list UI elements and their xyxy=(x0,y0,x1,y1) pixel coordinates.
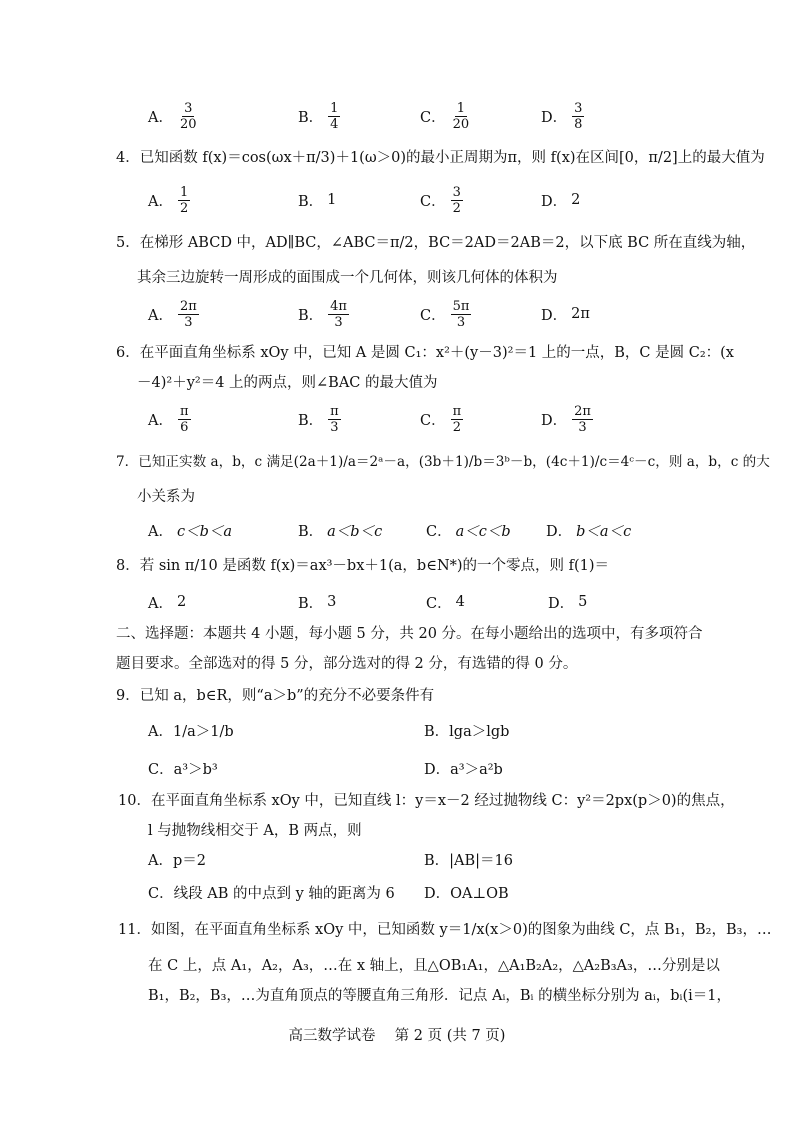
q5-options xyxy=(148,296,708,332)
q6-stem-line2: －4)²＋y²＝4 上的两点，则∠BAC 的最大值为 xyxy=(137,375,438,391)
q7-stem-line1: 7．已知正实数 a，b，c 满足(2a＋1)/a＝2ᵃ－a，(3b＋1)/b＝3ᵇ－b，(4c＋1)/c＝4ᶜ－c，则 a，b，c 的大 xyxy=(116,454,770,470)
q3-options xyxy=(148,98,708,134)
q5-option-b: B． $\frac{4\pi}{3}$ xyxy=(298,298,347,330)
q6-stem-line1: 6．在平面直角坐标系 xOy 中，已知 A 是圆 C₁：x²＋(y－3)²＝1 上的一点，B，C 是圆 C₂：(x xyxy=(116,345,734,361)
q7-stem-line2: 小关系为 xyxy=(137,489,195,505)
q3-option-c: C． $\frac{1}{20}$ xyxy=(420,100,470,132)
q6-option-d: D． $\frac{2\pi}{3}$ xyxy=(541,403,591,435)
q10-stem-line2: l 与抛物线相交于 A，B 两点，则 xyxy=(148,823,362,839)
q4-option-b: B． 1 xyxy=(298,192,337,210)
q11-stem-line2: 在 C 上，点 A₁，A₂，A₃，…在 x 轴上，且△OB₁A₁，△A₁B₂A₂，△A₂B₃A₃，…分别是以 xyxy=(148,958,720,974)
q10-option-a: A．p＝2 xyxy=(148,853,206,869)
q4-stem: 4．已知函数 f(x)＝cos(ωx＋π/3)＋1(ω＞0)的最小正周期为π，则 f(x)在区间[0，π/2]上的最大值为 xyxy=(116,150,765,166)
q10-option-b: B．|AB|＝16 xyxy=(424,853,514,869)
q8-stem: 8．若 sin π/10 是函数 f(x)＝ax³－bx＋1(a，b∈N*)的一个零点，则 f(1)＝ xyxy=(116,558,610,574)
q4-option-c: C． $\frac{3}{2}$ xyxy=(420,184,461,216)
q4-options xyxy=(148,182,708,218)
q8-option-b: B． 3 xyxy=(298,594,337,612)
q6-option-b: B． $\frac{\pi}{3}$ xyxy=(298,403,339,435)
q5-option-d: D． 2π xyxy=(541,306,590,324)
q7-option-c: C． a＜c＜b xyxy=(426,523,511,540)
q6-option-c: C． $\frac{\pi}{2}$ xyxy=(420,403,462,435)
section2-heading-line2: 题目要求。全部选对的得 5 分，部分选对的得 2 分，有选错的得 0 分。 xyxy=(116,656,578,672)
q8-option-d: D． 5 xyxy=(548,594,588,612)
q7-options xyxy=(148,512,708,548)
q7-option-b: B． a＜b＜c xyxy=(298,523,383,540)
q5-option-c: C． $\frac{5\pi}{3}$ xyxy=(420,298,470,330)
q8-option-c: C． 4 xyxy=(426,594,465,612)
q8-option-a: A． 2 xyxy=(148,594,187,612)
q9-option-b: B．lga＞lgb xyxy=(424,724,510,740)
q10-option-d: D．OA⊥OB xyxy=(424,886,509,902)
q9-option-d: D．a³＞a²b xyxy=(424,762,503,778)
q5-stem-line1: 5．在梯形 ABCD 中，AD∥BC，∠ABC＝π/2，BC＝2AD＝2AB＝2，以下底 BC 所在直线为轴， xyxy=(116,235,756,251)
section2-heading-line1: 二、选择题：本题共 4 小题，每小题 5 分，共 20 分。在每小题给出的选项中，有多项符合 xyxy=(116,626,703,642)
q11-stem-line3: B₁，B₂，B₃，…为直角顶点的等腰直角三角形．记点 Aᵢ，Bᵢ 的横坐标分别为 aᵢ，bᵢ(i＝1， xyxy=(148,988,731,1004)
q9-stem: 9．已知 a，b∈R，则“a＞b”的充分不必要条件有 xyxy=(116,688,435,704)
q5-option-a: A． $\frac{2\pi}{3}$ xyxy=(148,298,197,330)
q7-option-a: A． c＜b＜a xyxy=(148,523,233,540)
q9-option-c: C．a³＞b³ xyxy=(148,762,218,778)
q4-option-d: D． 2 xyxy=(541,192,581,210)
q3-option-d: D． $\frac{3}{8}$ xyxy=(541,100,583,132)
q10-stem-line1: 10．在平面直角坐标系 xOy 中，已知直线 l：y＝x－2 经过抛物线 C：y²＝2px(p＞0)的焦点， xyxy=(118,793,735,809)
q11-stem-line1: 11．如图，在平面直角坐标系 xOy 中，已知函数 y＝1/x(x＞0)的图象为曲线 C，点 B₁，B₂，B₃，… xyxy=(118,922,772,938)
q9-option-a: A．1/a＞1/b xyxy=(148,724,234,740)
q4-option-a: A． $\frac{1}{2}$ xyxy=(148,184,189,216)
q7-option-d: D． b＜a＜c xyxy=(546,523,632,540)
q8-options xyxy=(148,584,708,620)
q5-stem-line2: 其余三边旋转一周形成的面围成一个几何体，则该几何体的体积为 xyxy=(137,270,558,286)
q3-option-b: B． $\frac{1}{4}$ xyxy=(298,100,339,132)
q10-option-c: C．线段 AB 的中点到 y 轴的距离为 6 xyxy=(148,886,395,902)
q3-option-a: A． $\frac{3}{20}$ xyxy=(148,100,197,132)
q6-option-a: A． $\frac{\pi}{6}$ xyxy=(148,403,189,435)
q6-options xyxy=(148,401,708,437)
page-footer: 高三数学试卷 第 2 页 (共 7 页) xyxy=(288,1028,506,1044)
